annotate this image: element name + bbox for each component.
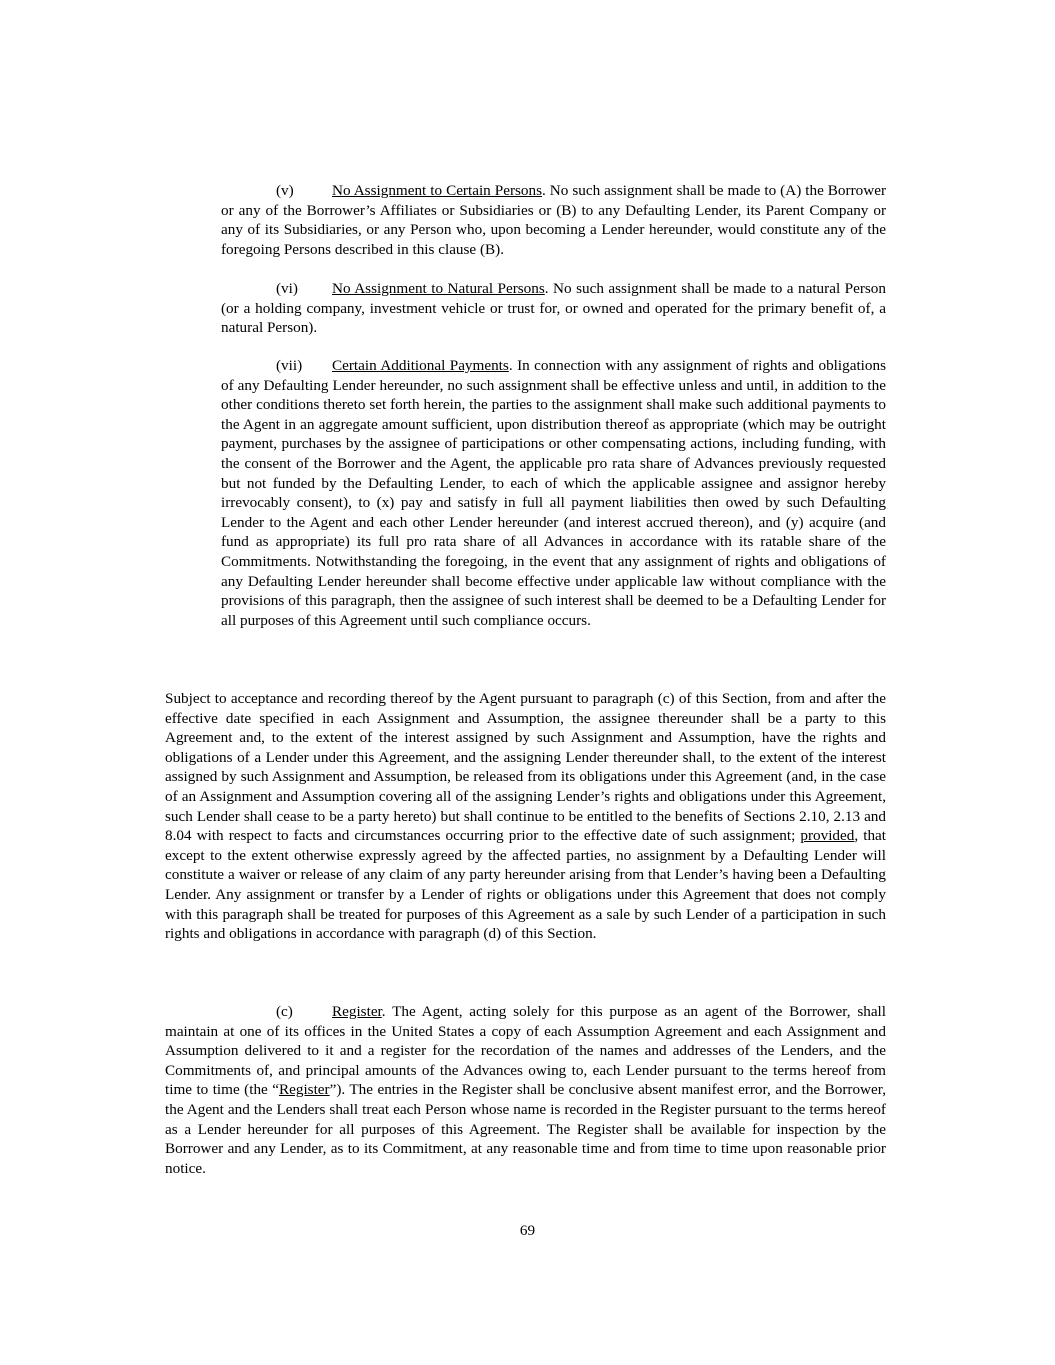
paragraph-number: (c) — [276, 1003, 293, 1020]
paragraph-text: ”). The entries in the Register shall be conclusive absent manifest error, and the Borrower, the Agent and the Lenders shall treat each Person whose name is recorded in the Register pursuant to the terms hereof as a Lender hereunder for all purposes of this Agreement. The Register shall be available for inspection by the Borrower and any Lender, as to its Commitment, at any reasonable time and from time to time upon reasonable prior notice. — [165, 1081, 887, 1177]
paragraph-number: (vi) — [276, 280, 298, 297]
paragraph-text: . No such assignment shall be made to (A) the Borrower or any of the Borrower’s Affiliates or Subsidiaries or (B) to any Defaulting Lender, its Parent Company or any of its Subsidiaries, or any Person who, upon becoming a Lender hereunder, would constitute any of the foregoing Persons described in this clause (B). — [221, 182, 886, 258]
paragraph-number: (vii) — [276, 357, 303, 374]
paragraph-heading: Register — [332, 1003, 382, 1020]
paragraph-text: . The Agent, acting solely for this purpose as an agent of the Borrower, shall maintain at one of its offices in the United States a copy of each Assumption Agreement and each Assignment and Assumption delivered to it and a register for the recordation of the names and addresses of the Lenders, and the Commitments of, and principal amounts of the Advances owing to, each Lender pursuant to the terms hereof from time to time (the “ — [165, 1003, 886, 1099]
paragraph-heading: Certain Additional Payments — [332, 357, 509, 374]
paragraph-heading: No Assignment to Certain Persons — [332, 182, 543, 199]
paragraph-text: . In connection with any assignment of rights and obligations of any Defaulting Lender hereunder, no such assignment shall be effective unless and until, in addition to the other conditions thereto set forth herein, the parties to the assignment shall make such additional payments to the Agent in an aggregate amount sufficient, upon distribution thereof as appropriate (which may be outright payment, purchases by the assignee of participations or other compensating actions, including funding, with the consent of the Borrower and the Agent, the applicable pro rata share of Advances previously requested but not funded by the Defaulting Lender, to each of which the applicable assignee and assignor hereby irrevocably consent), to (x) pay and satisfy in full all payment liabilities then owed by such Defaulting Lender to the Agent and each other Lender hereunder (and interest accrued thereon), and (y) acquire (and fund as appropriate) its full pro rata share of all Advances in accordance with its ratable share of the Commitments. Notwithstanding the foregoing, in the event that any assignment of rights and obligations of any Defaulting Lender hereunder shall become effective under applicable law without compliance with the provisions of this paragraph, then the assignee of such interest shall be deemed to be a Defaulting Lender for all purposes of this Agreement until such compliance occurs. — [221, 357, 886, 629]
paragraph-text: , that except to the extent otherwise expressly agreed by the affected parties, no assignment by a Defaulting Lender will constitute a waiver or release of any claim of any party hereunder arising from that Lender’s having been a Defaulting Lender. Any assignment or transfer by a Lender of rights or obligations under this Agreement that does not comply with this paragraph shall be treated for purposes of this Agreement as a sale by such Lender of a participation in such rights and obligations in accordance with paragraph (d) of this Section. — [165, 827, 886, 943]
paragraph-vi — [221, 279, 886, 338]
paragraph-heading: No Assignment to Natural Persons — [332, 280, 545, 297]
paragraph-c — [165, 1002, 886, 1178]
paragraph-v — [221, 181, 886, 259]
page-number: 69 — [519, 1222, 536, 1239]
paragraph-vii — [221, 356, 886, 630]
register-term: Register — [278, 1081, 330, 1099]
provided-term: provided — [800, 827, 855, 845]
paragraph-subject — [165, 689, 886, 944]
paragraph-number: (v) — [276, 182, 294, 199]
paragraph-text: Subject to acceptance and recording thereof by the Agent pursuant to paragraph (c) of this Section, from and after the effective date specified in each Assignment and Assumption, the assignee thereunder shall be a party to this Agreement and, to the extent of the interest assigned by such Assignment and Assumption, have the rights and obligations of a Lender under this Agreement, and the assigning Lender thereunder shall, to the extent of the interest assigned by such Assignment and Assumption, be released from its obligations under this Agreement (and, in the case of an Assignment and Assumption covering all of the assigning Lender’s rights and obligations under this Agreement, such Lender shall cease to be a party hereto) but shall continue to be entitled to the benefits of Sections 2.10, 2.13 and 8.04 with respect to facts and circumstances occurring prior to the effective date of such assignment; — [165, 690, 886, 845]
paragraph-text: . No such assignment shall be made to a natural Person (or a holding company, investment vehicle or trust for, or owned and operated for the primary benefit of, a natural Person). — [221, 280, 886, 337]
